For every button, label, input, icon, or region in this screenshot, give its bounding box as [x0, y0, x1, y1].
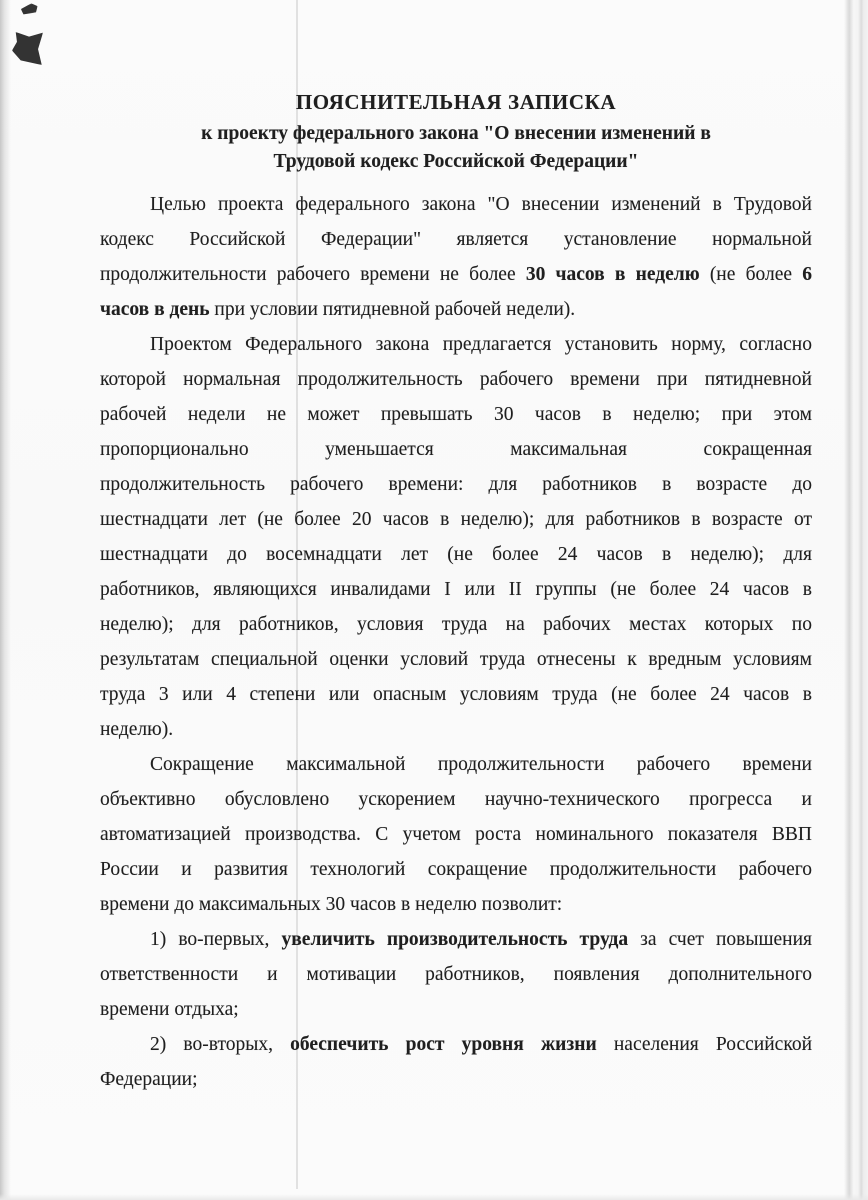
text-line — [100, 292, 812, 327]
body-text: (не более — [699, 264, 803, 285]
body-text: автоматизацией производства. С учетом роста номинального показателя ВВП — [100, 824, 812, 845]
bold-text: часов в день — [100, 299, 210, 320]
text-line — [100, 572, 812, 607]
body-text: объективно обусловлено ускорением научно-технического прогресса и — [100, 789, 812, 810]
text-line — [100, 747, 812, 782]
text-line — [100, 222, 812, 257]
body-text: времени отдыха; — [100, 999, 239, 1020]
text-line — [100, 677, 812, 712]
text-line — [100, 1062, 812, 1097]
body-text: Федерации; — [100, 1069, 198, 1090]
bold-text: обеспечить рост уровня жизни — [290, 1034, 597, 1055]
body-text: ответственности и мотивации работников, появления дополнительного — [100, 964, 812, 985]
body-text: 1) во-первых, — [150, 929, 282, 950]
body-text: шестнадцати до восемнадцати лет (не более 24 часов в неделю); для — [100, 544, 812, 565]
body-text: результатам специальной оценки условий труда отнесены к вредным условиям — [100, 649, 812, 670]
body-text: которой нормальная продолжительность рабочего времени при пятидневной — [100, 369, 812, 390]
text-line — [100, 817, 812, 852]
bold-text: увеличить производительность труда — [281, 929, 629, 950]
body-text: населения Российской — [596, 1034, 812, 1055]
body-text: при условии пятидневной рабочей недели). — [209, 299, 576, 320]
body-text: за счет повышения — [628, 929, 812, 950]
body-text: работников, являющихся инвалидами I или II группы (не более 24 часов в — [100, 579, 812, 600]
document-title: ПОЯСНИТЕЛЬНАЯ ЗАПИСКА — [295, 90, 617, 114]
text-line — [100, 432, 812, 467]
bold-text: 6 — [802, 264, 812, 285]
body-text: рабочей недели не может превышать 30 часов в неделю; при этом — [100, 404, 812, 425]
page-bottom-edge-shadow — [0, 1194, 868, 1200]
body-text: времени до максимальных 30 часов в неделю позволит: — [100, 894, 563, 915]
text-line — [100, 362, 812, 397]
text-line — [100, 712, 812, 747]
document-subtitle-line-1: к проекту федерального закона "О внесении изменений в — [201, 123, 711, 144]
bold-text: 30 часов в неделю — [525, 264, 700, 285]
body-text: кодекс Российской Федерации" является установление нормальной — [100, 229, 812, 250]
body-text: неделю). — [100, 719, 174, 740]
text-line — [100, 1027, 812, 1062]
body-text: шестнадцати лет (не более 20 часов в неделю); для работников в возрасте от — [100, 509, 812, 530]
body-text: Целью проекта федерального закона "О внесении изменений в Трудовой — [150, 194, 812, 215]
body-text: 2) во-вторых, — [150, 1034, 291, 1055]
text-line — [100, 992, 812, 1027]
body-text: продолжительность рабочего времени: для работников в возрасте до — [100, 474, 812, 495]
document-subtitle-line-2: Трудовой кодекс Российской Федерации" — [273, 151, 639, 172]
text-line — [100, 957, 812, 992]
body-text: пропорционально уменьшается максимальная сокращенная — [100, 439, 812, 460]
page-right-edge-shadow — [844, 0, 868, 1200]
scan-artifact-mark-small — [20, 2, 39, 16]
body-text: России и развития технологий сокращение продолжительности рабочего — [100, 859, 812, 880]
body-text: Сокращение максимальной продолжительности рабочего времени — [150, 754, 812, 775]
text-line — [100, 467, 812, 502]
text-line — [100, 257, 812, 292]
text-line — [100, 782, 812, 817]
text-line — [100, 642, 812, 677]
body-text: Проектом Федерального закона предлагается установить норму, согласно — [150, 334, 812, 355]
body-text: неделю); для работников, условия труда на рабочих местах которых по — [100, 614, 812, 635]
text-line — [100, 887, 812, 922]
document-subtitle — [100, 120, 812, 176]
text-line — [100, 502, 812, 537]
text-line — [100, 922, 812, 957]
scan-artifact-mark-large — [12, 32, 43, 65]
text-line — [100, 537, 812, 572]
text-line — [100, 187, 812, 222]
body-text: труда 3 или 4 степени или опасным условиям труда (не более 24 часов в — [100, 684, 812, 705]
text-line — [100, 607, 812, 642]
text-line — [100, 397, 812, 432]
body-text: продолжительности рабочего времени не более — [100, 264, 526, 285]
text-line — [100, 852, 812, 887]
text-line — [100, 327, 812, 362]
document-body — [100, 187, 812, 1097]
page-left-edge-shadow — [0, 0, 11, 1200]
